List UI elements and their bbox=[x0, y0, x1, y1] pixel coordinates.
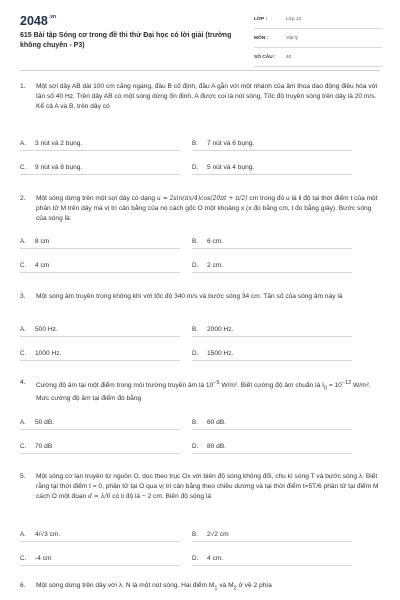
meta-row-count bbox=[254, 52, 382, 67]
option-label: D. bbox=[192, 262, 199, 269]
option-label: C. bbox=[20, 350, 27, 357]
site-logo[interactable] bbox=[20, 14, 56, 28]
question-3 bbox=[20, 292, 382, 302]
math-formula: u = 2sin(πx/4)cos(20πt + π/2) bbox=[156, 195, 248, 202]
question-text: Một sóng âm truyền trong không khí với tốc độ 340 m/s và bước sóng 34 cm. Tần số của sóng âm này là bbox=[36, 293, 343, 300]
option-text: 5 nút và 4 bụng. bbox=[207, 164, 255, 171]
option-label: D. bbox=[192, 164, 199, 171]
question-text-part: Cường độ âm tại một điểm trong môi trường truyền âm là 10 bbox=[36, 382, 214, 390]
option-text: 6 cm. bbox=[207, 238, 224, 245]
question-text bbox=[36, 378, 382, 404]
option-text: 7 nút và 6 bụng. bbox=[207, 140, 255, 147]
option-label: A. bbox=[20, 326, 26, 333]
question-5 bbox=[20, 472, 382, 502]
option-a[interactable] bbox=[20, 416, 180, 430]
option-b[interactable] bbox=[192, 416, 352, 430]
option-label: A. bbox=[20, 238, 26, 245]
option-label: B. bbox=[192, 140, 198, 147]
option-a[interactable] bbox=[20, 235, 180, 249]
option-label: D. bbox=[192, 555, 199, 562]
option-text: 4/√3 cm. bbox=[35, 531, 61, 538]
question-text-part: Một sóng cơ lan truyền từ nguồn O, dọc theo trục Ox với biên độ sóng không đổi, chu kì sóng T và bước sóng λ. Biết rằng tại thời điểm t = 0, phần tử tại O qua vị trí cân bằng theo chiều dương và tại thời điểm t=5T/6 phần tử tại điểm M cách O một đoạn bbox=[36, 473, 379, 500]
meta-info bbox=[254, 14, 382, 71]
option-text: 4 cm bbox=[35, 262, 50, 269]
option-d[interactable] bbox=[192, 440, 352, 454]
exponent: −5 bbox=[213, 380, 220, 386]
option-label: A. bbox=[20, 531, 26, 538]
question-number: 6. bbox=[20, 582, 26, 589]
option-text: 2 cm. bbox=[207, 262, 224, 269]
meta-row-subject bbox=[254, 33, 382, 48]
option-d[interactable] bbox=[192, 347, 352, 361]
option-d[interactable] bbox=[192, 161, 352, 175]
option-text: 8 cm bbox=[35, 238, 50, 245]
question-number: 3. bbox=[20, 293, 26, 300]
question-text bbox=[36, 472, 382, 502]
header-divider bbox=[20, 70, 380, 71]
meta-label: MÔN : bbox=[254, 36, 269, 41]
question-text-part: ở về 2 phía bbox=[236, 582, 272, 589]
option-label: D. bbox=[192, 443, 199, 450]
option-label: D. bbox=[192, 350, 199, 357]
option-text: 9 nút và 8 bụng. bbox=[35, 164, 83, 171]
option-a[interactable] bbox=[20, 137, 180, 151]
meta-value: 40 bbox=[286, 55, 292, 60]
option-text: 50 dB. bbox=[35, 419, 55, 426]
option-text: 4 cm. bbox=[207, 555, 224, 562]
option-label: B. bbox=[192, 238, 198, 245]
question-text-part: W/m². Biết cường độ âm chuẩn là I bbox=[219, 382, 324, 390]
question-text-part: và M bbox=[217, 582, 234, 589]
option-text: 2√2 cm bbox=[207, 531, 229, 538]
option-label: C. bbox=[20, 555, 27, 562]
option-label: C. bbox=[20, 443, 27, 450]
subscript: 2 bbox=[233, 585, 237, 592]
option-b[interactable] bbox=[192, 323, 352, 337]
question-4 bbox=[20, 378, 382, 404]
option-c[interactable] bbox=[20, 552, 180, 566]
option-label: A. bbox=[20, 419, 26, 426]
option-label: B. bbox=[192, 531, 198, 538]
question-number: 1. bbox=[20, 83, 26, 90]
option-label: B. bbox=[192, 326, 198, 333]
option-d[interactable] bbox=[192, 552, 352, 566]
option-text: 1500 Hz. bbox=[207, 350, 234, 357]
question-text bbox=[36, 194, 382, 224]
option-b[interactable] bbox=[192, 235, 352, 249]
subscript: 0 bbox=[323, 385, 327, 392]
question-1 bbox=[20, 82, 382, 112]
question-number: 4. bbox=[20, 379, 26, 386]
logo-name: 2048 bbox=[20, 14, 48, 28]
question-text: Một sợi dây AB dài 100 cm căng ngang, đầu B cố định, đầu A gắn với một nhánh của âm thoa dao động điều hòa với tần số 40 Hz. Trên dây AB có một sóng dừng ổn định, A được coi là nút sóng. Tốc độ truyền sóng trên dây là 20 m/s. Kể cả A và B, trên dây có bbox=[36, 83, 378, 110]
option-text: 3 nút và 2 bụng. bbox=[35, 140, 83, 147]
question-6 bbox=[20, 581, 382, 593]
question-text bbox=[36, 581, 382, 593]
meta-row-class bbox=[254, 14, 382, 29]
option-c[interactable] bbox=[20, 161, 180, 175]
meta-label: SỐ CÂU : bbox=[254, 55, 276, 60]
option-text: 60 dB. bbox=[207, 419, 227, 426]
question-text-part: = 10 bbox=[327, 382, 342, 390]
option-text: 500 Hz. bbox=[35, 326, 58, 333]
option-text: 1000 Hz. bbox=[35, 350, 62, 357]
question-number: 5. bbox=[20, 473, 26, 480]
option-label: B. bbox=[192, 419, 198, 426]
document-header bbox=[0, 0, 400, 70]
option-b[interactable] bbox=[192, 528, 352, 542]
option-label: A. bbox=[20, 140, 26, 147]
document-title: 615 Bài tập Sóng cơ trong đề thi thử Đại học có lời giải (trường không chuyên - P3) bbox=[20, 32, 232, 49]
question-text-part: Một sóng dừng trên dây với λ. N là một nút sóng. Hai điểm M bbox=[36, 582, 215, 589]
option-text: 2000 Hz. bbox=[207, 326, 234, 333]
option-c[interactable] bbox=[20, 347, 180, 361]
math-formula: d = λ/6 bbox=[88, 493, 111, 500]
question-text-part: Một sóng dừng trên một sợi dây có dạng bbox=[36, 195, 156, 202]
meta-value: Vật lý bbox=[286, 36, 298, 41]
meta-label: LỚP : bbox=[254, 17, 268, 22]
subscript: 1 bbox=[214, 585, 218, 592]
option-text: 70 dB bbox=[35, 443, 53, 450]
option-label: C. bbox=[20, 262, 27, 269]
question-text-part: cm trong đó u là li độ tại thời điểm t của một phần tử M trên dây mà vị trí cân bằng của nó cách gốc O một khoảng x (x đo bằng cm, t đo bằng giây). Bước sóng của sóng là: bbox=[36, 195, 378, 222]
option-c[interactable] bbox=[20, 259, 180, 273]
option-a[interactable] bbox=[20, 528, 180, 542]
question-text-part: có li độ là − 2 cm. Biên độ sóng là bbox=[112, 493, 212, 500]
meta-value: Lớp 12 bbox=[286, 17, 302, 22]
question-text-part: W/m². Mức cường độ âm tại điểm đó bằng bbox=[36, 382, 371, 402]
question-number: 2. bbox=[20, 195, 26, 202]
option-c[interactable] bbox=[20, 440, 180, 454]
option-d[interactable] bbox=[192, 259, 352, 273]
logo-suffix: .vn bbox=[48, 14, 57, 20]
option-a[interactable] bbox=[20, 323, 180, 337]
option-text: 80 dB. bbox=[207, 443, 227, 450]
option-b[interactable] bbox=[192, 137, 352, 151]
question-2 bbox=[20, 194, 382, 224]
option-label: C. bbox=[20, 164, 27, 171]
exponent: −12 bbox=[341, 380, 352, 386]
option-text: -4 cm bbox=[35, 555, 52, 562]
